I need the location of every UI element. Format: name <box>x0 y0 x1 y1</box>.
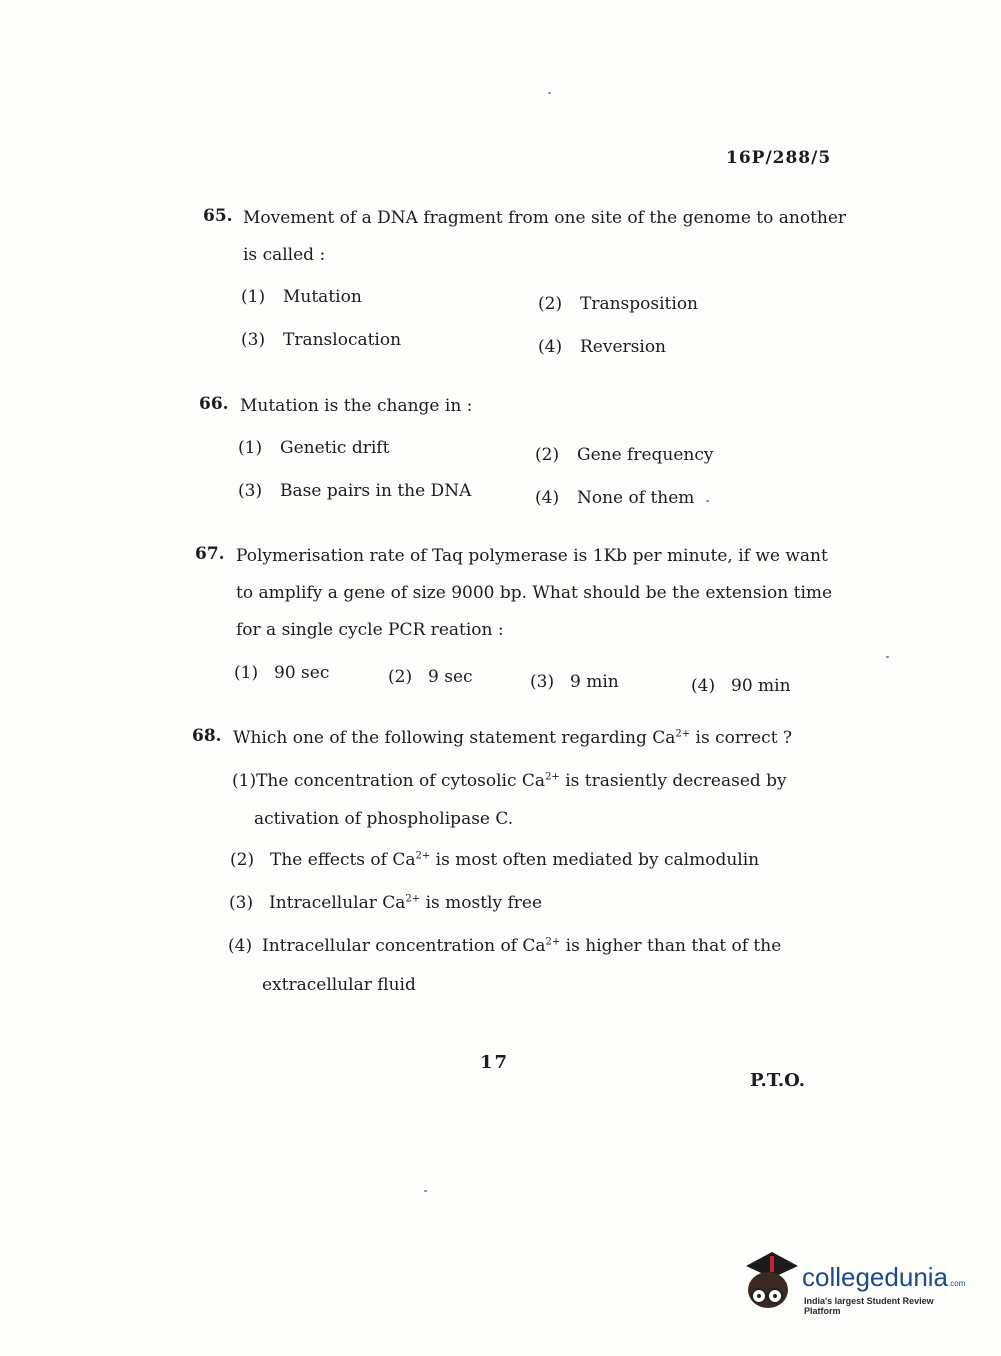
option <box>238 438 389 458</box>
option-number: (4) <box>228 936 253 956</box>
option-number: (1) <box>234 663 259 683</box>
option <box>535 488 694 508</box>
option-number: (2) <box>230 850 255 870</box>
question-text-line: is called : <box>243 245 326 265</box>
scan-speck <box>706 500 709 502</box>
option-number: (2) <box>388 667 413 687</box>
option-text: Transposition <box>580 294 699 314</box>
question-number: 65. <box>203 206 233 226</box>
option <box>241 330 401 350</box>
option-text: The concentration of cytosolic Ca <box>256 771 546 791</box>
superscript: 2+ <box>545 771 560 783</box>
option-text: Translocation <box>283 330 402 350</box>
option-text: is most often mediated by calmodulin <box>430 850 760 870</box>
superscript: 2+ <box>675 728 691 740</box>
option-text: 90 min <box>731 676 791 696</box>
question-text <box>240 388 472 425</box>
question-text-line: to amplify a gene of size 9000 bp. What should be the extension time <box>236 583 833 603</box>
option-text: 9 min <box>570 672 619 692</box>
logo-wordmark <box>802 1262 965 1293</box>
pto-label: P.T.O. <box>750 1070 806 1091</box>
option-text: is trasiently decreased by <box>559 771 787 791</box>
superscript: 2+ <box>405 893 421 905</box>
option <box>234 663 329 683</box>
option-number: (3) <box>241 330 266 350</box>
option-text: Genetic drift <box>280 438 390 458</box>
option-text: Reversion <box>580 337 666 357</box>
collegedunia-logo <box>742 1248 972 1318</box>
option-number: (4) <box>535 488 560 508</box>
option-number: (1) <box>238 438 263 458</box>
option-text: The effects of Ca <box>270 850 416 870</box>
superscript: 2+ <box>545 936 561 948</box>
option <box>538 337 666 357</box>
scan-speck <box>886 656 889 658</box>
option-continuation: activation of phospholipase C. <box>254 809 514 829</box>
option-text: Intracellular concentration of Ca <box>262 936 546 956</box>
student-mascot-icon <box>742 1248 802 1318</box>
option-number: (3) <box>229 893 254 913</box>
option <box>538 294 698 314</box>
question-text-line: Movement of a DNA fragment from one site of the genome to another <box>243 208 847 228</box>
option-number: (4) <box>538 337 563 357</box>
option <box>232 771 787 791</box>
scan-speck <box>548 92 551 94</box>
option-text: is higher than that of the <box>560 936 782 956</box>
question-text-part: Which one of the following statement regarding Ca <box>233 728 676 748</box>
option <box>535 445 714 465</box>
question-number: 68. <box>192 726 222 746</box>
logo-suffix: .com <box>948 1279 966 1288</box>
question-text-line: Mutation is the change in : <box>240 396 473 416</box>
option-text: Intracellular Ca <box>269 893 406 913</box>
option-text: Gene frequency <box>577 445 714 465</box>
option <box>229 893 542 913</box>
option-number: (3) <box>530 672 555 692</box>
logo-name: collegedunia <box>802 1262 949 1292</box>
scan-speck <box>424 1190 427 1192</box>
option <box>530 672 619 692</box>
option-text: 90 sec <box>274 663 330 683</box>
option-number: (3) <box>238 481 263 501</box>
option-number: (2) <box>535 445 560 465</box>
question-text <box>233 720 792 757</box>
option-number: (4) <box>691 676 716 696</box>
superscript: 2+ <box>415 850 431 862</box>
option-number: (1) <box>232 771 257 791</box>
question-text-part: is correct ? <box>690 728 793 748</box>
question-number: 67. <box>195 544 225 564</box>
option-number: (1) <box>241 287 266 307</box>
page-number: 17 <box>480 1052 510 1073</box>
question-number: 66. <box>199 394 229 414</box>
option <box>230 850 759 870</box>
option <box>228 936 781 956</box>
option-text: None of them <box>577 488 695 508</box>
question-text-line: Polymerisation rate of Taq polymerase is 1Kb per minute, if we want <box>236 546 828 566</box>
option-text: is mostly free <box>420 893 543 913</box>
question-text <box>243 200 846 274</box>
question-text <box>236 538 832 649</box>
option <box>241 287 362 307</box>
option-continuation: extracellular fluid <box>262 975 416 995</box>
option <box>691 676 791 696</box>
option-text: 9 sec <box>428 667 473 687</box>
option <box>388 667 473 687</box>
option <box>238 481 471 501</box>
option-number: (2) <box>538 294 563 314</box>
logo-tagline: India's largest Student Review Platform <box>804 1296 934 1316</box>
paper-code: 16P/288/5 <box>726 148 832 168</box>
question-text-line: for a single cycle PCR reation : <box>236 620 504 640</box>
option-text: Mutation <box>283 287 362 307</box>
option-text: Base pairs in the DNA <box>280 481 472 501</box>
